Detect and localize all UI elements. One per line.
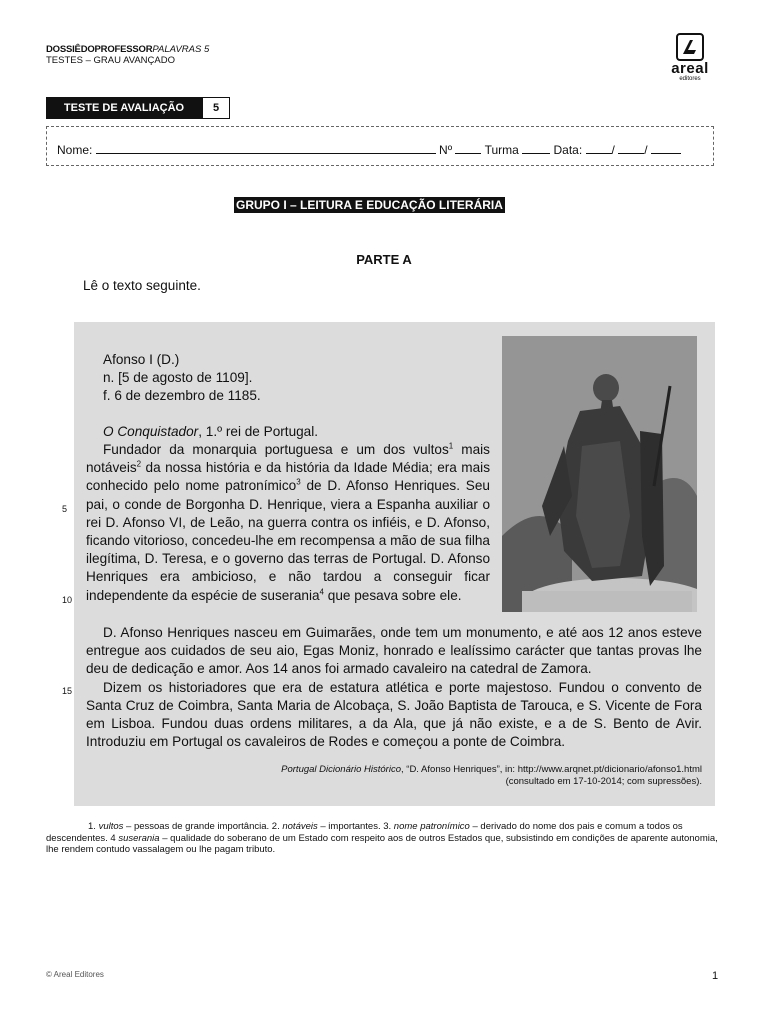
line-number-10: 10 [62,595,73,605]
dossie-label: DOSSIÊDOPROFESSOR [46,44,153,55]
test-label: TESTE DE AVALIAÇÃO [46,97,202,119]
part-title: PARTE A [356,252,412,267]
test-label-box [46,97,230,119]
entry-born: n. [5 de agosto de 1109]. [103,370,253,385]
turma-label: Turma [484,143,519,157]
document-header [46,44,209,66]
source-title: Portugal Dicionário Histórico [281,764,401,775]
p1-part-c: da nossa história e da história da Idade Média; era mais conhecido pelo nome patronímico [86,460,490,494]
entry-died: f. 6 de dezembro de 1185. [103,388,261,403]
text-title-rest: , 1.º rei de Portugal. [198,424,319,439]
line-number-5: 5 [62,504,68,514]
number-field[interactable] [455,143,481,154]
source-consulted: (consultado em 17-10-2014; com supressões). [505,776,702,787]
name-field[interactable] [96,143,436,154]
number-label: Nº [439,143,453,157]
note-num-1: 1. [88,821,99,832]
note-def-4: – qualidade do soberano de um Estado com respeito aos de outros Estados que, subsistindo em condições de aparente autonomia, lhe rendem contudo vassalagem ou lhe pagam tributo. [46,832,718,855]
note-term-suserania: suserania [118,832,160,844]
p1-part-a: Fundador da monarquia portuguesa e um dos vultos [103,442,449,457]
text-title-line [86,423,490,441]
note-def-3: – derivado do nome dos pais e comum a todos os descendentes. 4 [46,821,683,844]
name-label: Nome: [57,143,93,157]
test-number: 5 [202,97,230,119]
footnote-ref-1: 1 [448,441,454,451]
footnote-ref-3: 3 [296,477,301,487]
instruction: Lê o texto seguinte. [83,278,201,293]
note-term-vultos: vultos [98,821,124,832]
logo-sub: editores [679,76,701,82]
note-def-2: – importantes. 3. [317,821,394,832]
source-citation [86,764,702,788]
student-info-box [46,126,714,166]
logo-mark-icon [676,33,704,61]
logo-brand: areal [671,60,709,77]
entry-name: Afonso I (D.) [103,352,180,367]
group-title: GRUPO I – LEITURA E EDUCAÇÃO LITERÁRIA [236,198,503,212]
note-def-1: – pessoas de grande importância. 2. [123,821,283,832]
header-subtitle: TESTES – GRAU AVANÇADO [46,55,175,66]
statue-photo [502,336,697,612]
line-number-15: 15 [62,686,73,696]
page-number: 1 [712,970,719,982]
source-rest: , “D. Afonso Henriques”, in: http://www.arqnet.pt/dicionario/afonso1.html [401,764,702,775]
note-term-notaveis: notáveis [282,821,318,832]
paragraphs-2-3 [86,624,702,751]
footnote-ref-4: 4 [319,587,324,597]
turma-field[interactable] [522,143,550,154]
paragraph-3: Dizem os historiadores que era de estatura atlética e porte majestoso. Fundou o convento de Santa Cruz de Coimbra, Santa Maria de Alcobaça, S. João Baptista de Tarouca, e S. Vicente de Fora em Lisboa. Fundou duas ordens militares, a da Ala, que já não existe, e a de S. Bento de Avir. Introduziu em Portugal os cavaleiros de Rodes e começou a ponte de Coimbra. [86,679,702,750]
footnote-ref-2: 2 [136,459,142,469]
copyright: © Areal Editores [46,970,104,979]
footnotes [46,821,718,856]
p1-part-e: que pesava sobre ele. [324,587,462,603]
areal-logo [662,33,718,85]
data-label: Data: [553,143,583,157]
date-field[interactable]: / / [586,143,681,157]
paragraph-1 [86,441,490,605]
entry-header [103,351,261,405]
note-term-patronimico: nome patronímico [393,821,470,832]
text-title: O Conquistador [103,424,199,439]
book-name: PALAVRAS 5 [152,44,210,55]
p1-part-b: mais notáveis [86,442,490,476]
p1-part-d: de D. Afonso Henriques. Seu pai, o conde de Borgonha D. Henrique, viera a Espanha auxiliar o rei D. Afonso VI, de Leão, na guerra contra os infiéis, e D. Afonso, ficando vitorioso, concedeu-lhe em recompensa a mão de sua filha ilegítima, D. Teresa, e o governo das terras de Portugal. D. Afonso Henriques era ambicioso, e não tardou a conseguir ficar independente da espécie de suserania [86,478,490,603]
paragraph-2: D. Afonso Henriques nasceu em Guimarães, onde tem um monumento, e até aos 12 anos esteve entregue aos cuidados de seu aio, Egas Moniz, honrado e lealíssimo carácter que tantas provas lhe deu de dedicação e amor. Aos 14 anos foi armado cavaleiro na catedral de Zamora. [86,625,702,677]
